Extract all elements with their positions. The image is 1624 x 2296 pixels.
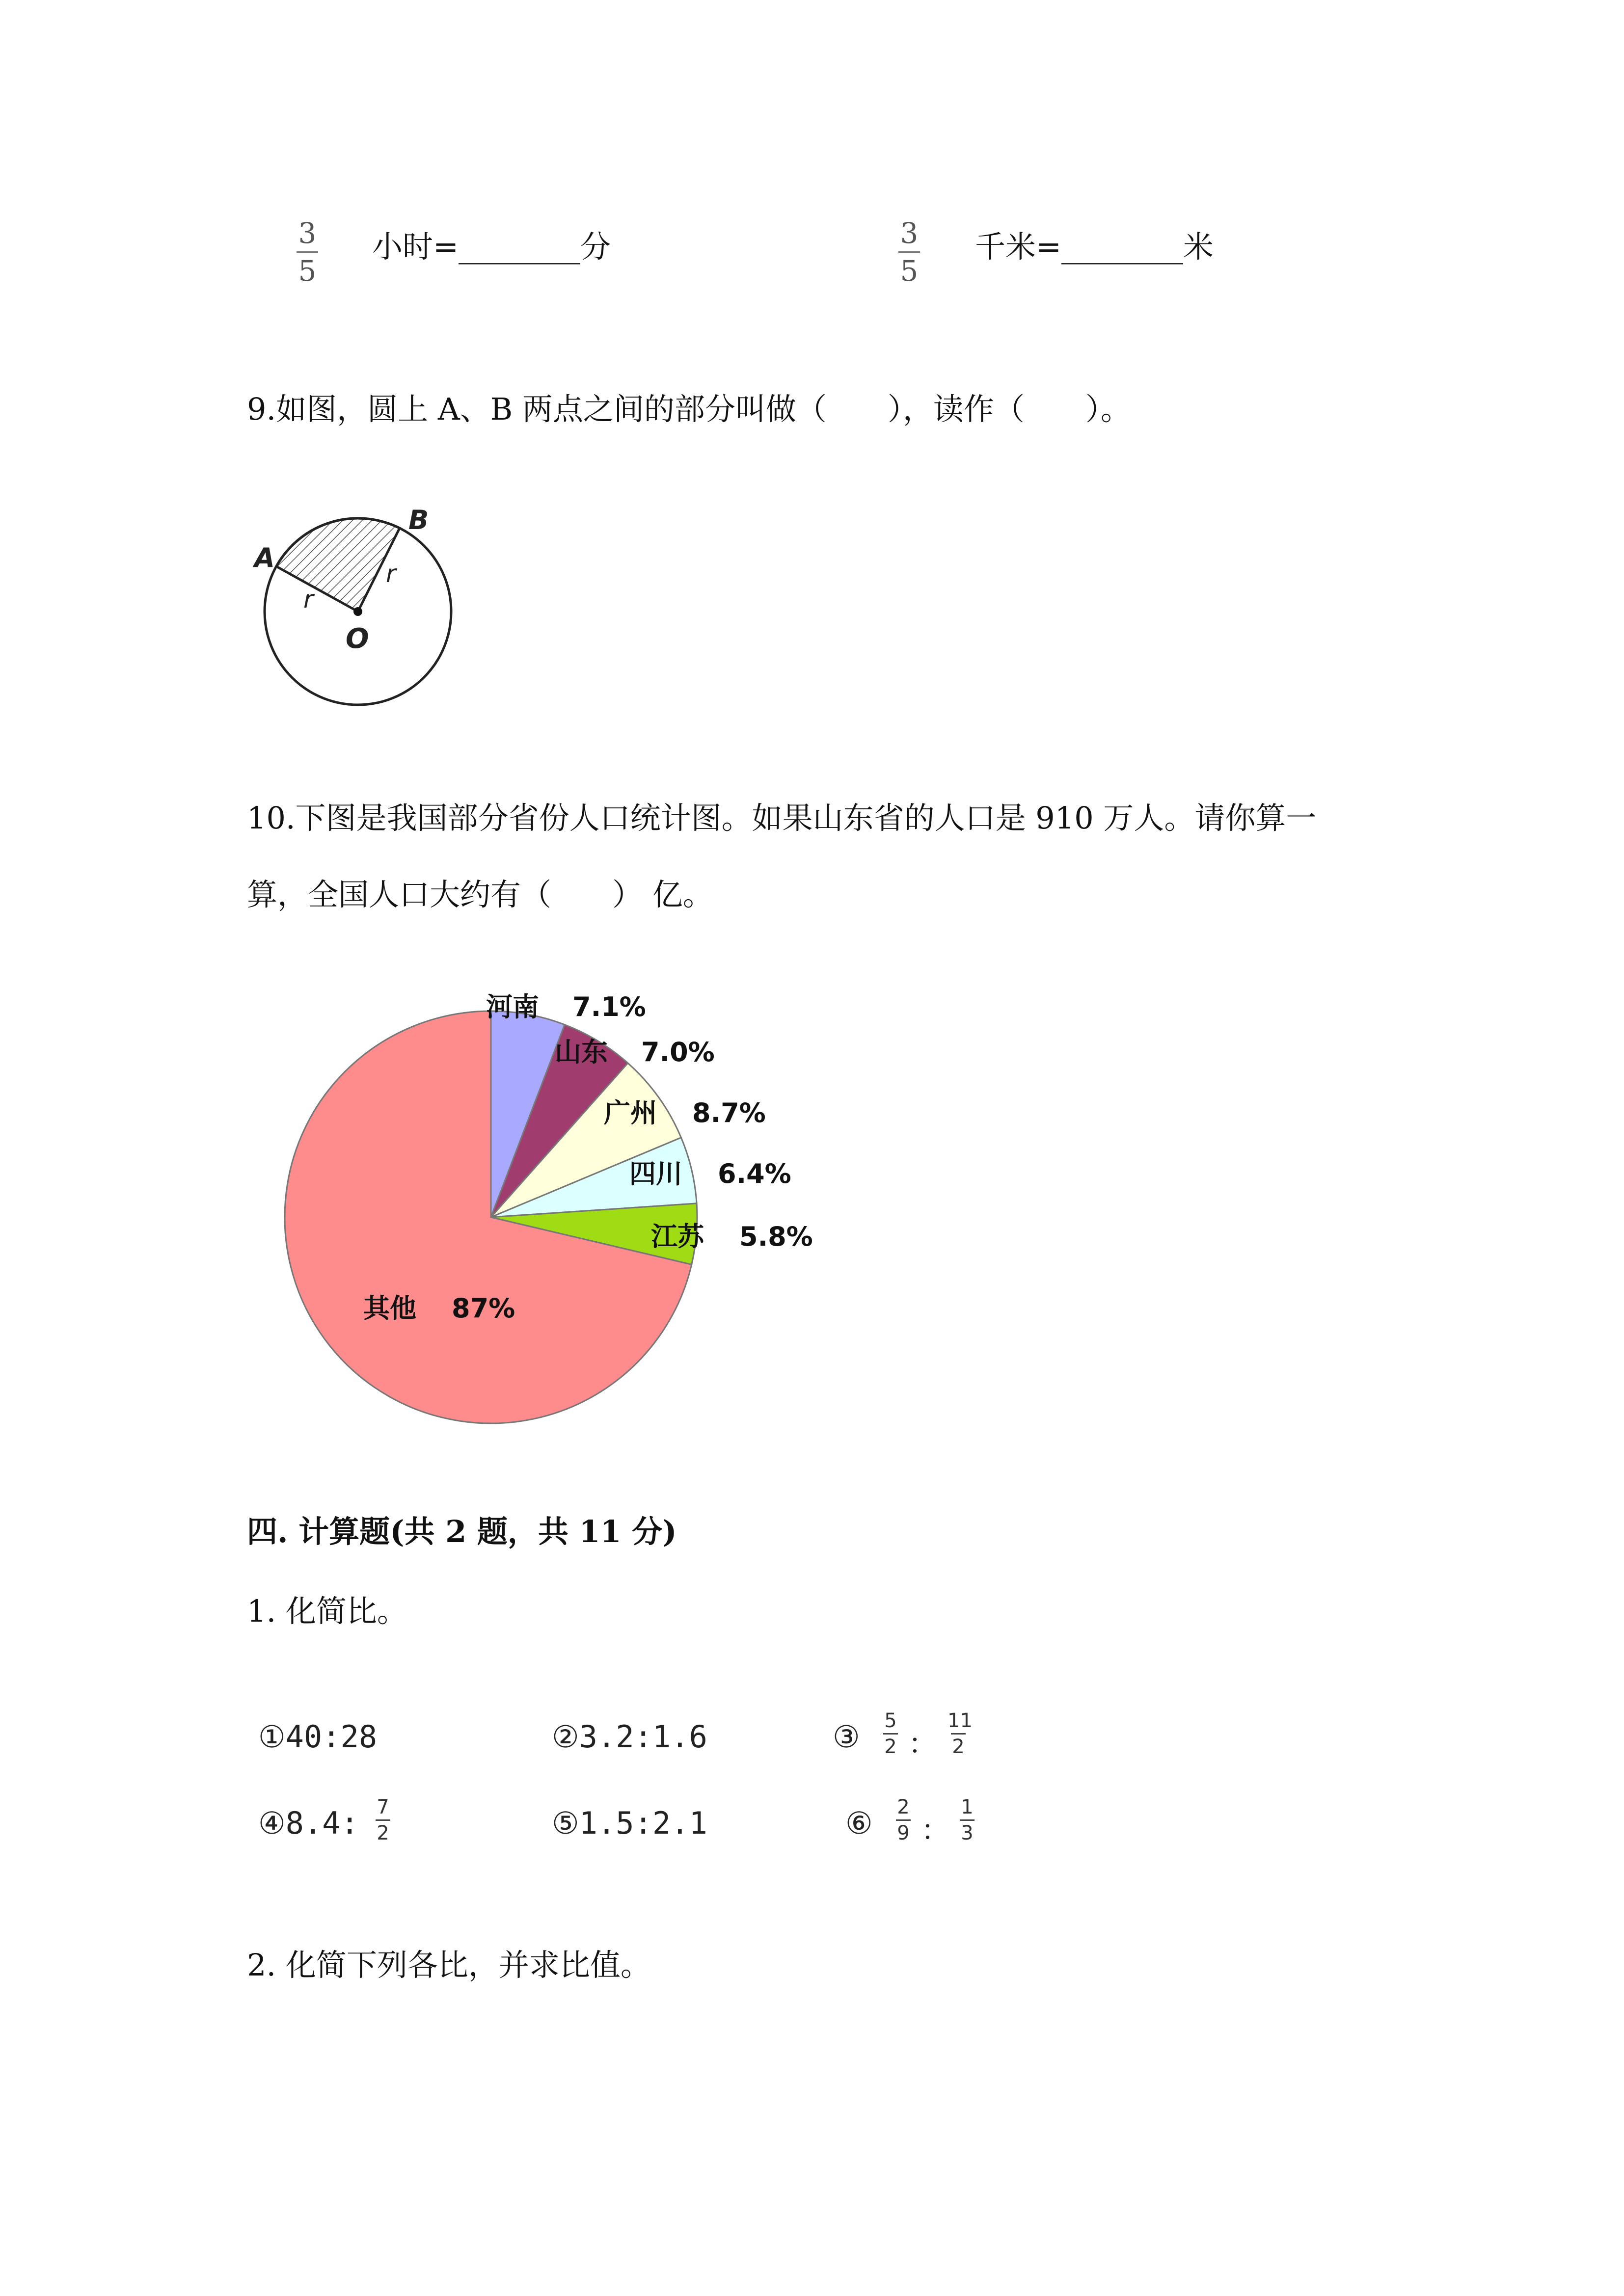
fraction-numerator: 5 (884, 1709, 897, 1732)
population-pie-chart (275, 977, 844, 1448)
question-10-line-1: 10.下图是我国部分省份人口统计图。如果山东省的人口是 910 万人。请你算一 (247, 800, 1317, 836)
pie-slice-value-label: 5.8% (739, 1221, 813, 1252)
circle-sector-figure (245, 501, 461, 717)
fraction-hours (293, 216, 322, 288)
shaded-sector (276, 518, 400, 612)
pie-slice-value-label: 7.1% (572, 991, 646, 1022)
section-4-title: 四. 计算题(共 2 题，共 11 分) (247, 1514, 677, 1549)
fraction-denominator: 5 (900, 254, 919, 288)
pie-slice-value-label: 6.4% (718, 1158, 791, 1189)
fraction-numerator: 11 (947, 1709, 973, 1732)
question-9: 9.如图，圆上 A、B 两点之间的部分叫做（ ），读作（ ）。 (247, 391, 1131, 427)
fraction-denominator: 2 (377, 1822, 389, 1844)
ratio-item-6-fraction-b (956, 1797, 978, 1843)
fraction-bar (960, 1819, 974, 1821)
pie-slice-name-label: 四川 (629, 1158, 682, 1189)
radius-label-right: r (386, 560, 396, 588)
ratio-item-4: ④8.4: (258, 1805, 359, 1841)
fraction-numerator: 7 (377, 1796, 389, 1818)
ratio-item-3-colon: ： (908, 1727, 937, 1761)
fraction-denominator: 2 (884, 1735, 897, 1758)
ratio-item-3-fraction-b (947, 1709, 973, 1758)
fraction-numerator: 1 (961, 1796, 974, 1818)
fraction-numerator: 3 (298, 216, 317, 250)
pie-slice-value-label: 8.7% (692, 1097, 766, 1128)
ratio-item-1: ①40:28 (258, 1719, 378, 1755)
pie-slice-name-label: 山东 (555, 1037, 608, 1068)
fraction-denominator: 2 (952, 1735, 965, 1758)
fraction-bar (951, 1733, 966, 1735)
fraction-denominator: 5 (298, 254, 317, 288)
fraction-kilometers (894, 216, 924, 288)
pie-slice-name-label: 广州 (604, 1097, 657, 1128)
fraction-bar (883, 1733, 898, 1735)
pie-slice-name-label: 河南 (486, 991, 539, 1022)
ratio-item-5: ⑤1.5:2.1 (552, 1805, 707, 1841)
fraction-bar (896, 1819, 911, 1821)
question-4-2: 2. 化简下列各比，并求比值。 (247, 1947, 651, 1983)
ratio-item-3-marker: ③ (833, 1719, 860, 1755)
fraction-numerator: 3 (900, 216, 919, 250)
pie-slice-name-label: 江苏 (651, 1221, 704, 1252)
center-o-label: O (346, 623, 369, 655)
pie-slice-name-label: 其他 (363, 1293, 416, 1324)
ratio-item-4-fraction (372, 1797, 394, 1843)
fraction-bar (898, 251, 920, 253)
fraction-denominator: 3 (961, 1822, 974, 1844)
point-b-label: B (408, 505, 429, 535)
question-10-line-2: 算，全国人口大约有（ ） 亿。 (247, 877, 713, 912)
ratio-item-6-colon: ： (921, 1814, 950, 1847)
center-point (353, 607, 362, 616)
ratio-item-6-fraction-a (893, 1797, 914, 1843)
pie-slice-value-label: 7.0% (641, 1037, 715, 1068)
ratio-item-2: ②3.2:1.6 (552, 1719, 707, 1755)
question-4-1: 1. 化简比。 (247, 1593, 407, 1629)
fraction-bar (297, 251, 318, 253)
ratio-item-6-marker: ⑥ (845, 1805, 873, 1841)
fraction-numerator: 2 (897, 1796, 910, 1818)
fraction-bar (376, 1819, 390, 1821)
radius-label-left: r (303, 585, 314, 614)
pie-slice-value-label: 87% (452, 1293, 515, 1324)
kilometers-to-meters-blank: 千米=________米 (975, 229, 1214, 265)
ratio-item-3-fraction-a (880, 1711, 901, 1757)
point-a-label: A (254, 542, 275, 573)
fraction-denominator: 9 (897, 1822, 910, 1844)
hours-to-minutes-blank: 小时=________分 (372, 229, 611, 265)
